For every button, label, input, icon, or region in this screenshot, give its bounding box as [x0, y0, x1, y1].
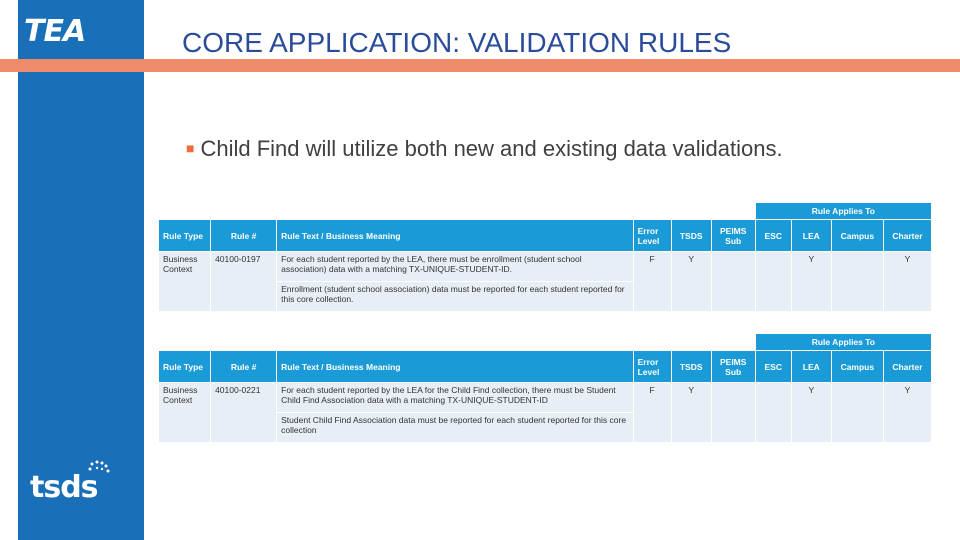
col-rule-number: Rule #	[211, 220, 277, 252]
col-campus: Campus	[831, 220, 883, 252]
cell-peims-sub	[711, 383, 755, 443]
validation-rule-table-2	[158, 333, 932, 443]
cell-error-level: F	[633, 383, 671, 443]
cell-charter: Y	[883, 252, 931, 312]
col-charter: Charter	[883, 220, 931, 252]
col-peims-sub: PEIMS Sub	[711, 351, 755, 383]
page-title: CORE APPLICATION: VALIDATION RULES	[182, 27, 732, 58]
col-error-level: Error Level	[633, 351, 671, 383]
bullet-item	[186, 136, 783, 162]
col-esc: ESC	[755, 220, 791, 252]
bullet-text: Child Find will utilize both new and existing data validations.	[200, 136, 783, 161]
col-lea: LEA	[791, 351, 831, 383]
rule-applies-to-header: Rule Applies To	[755, 203, 931, 220]
bullet-square-icon: ■	[186, 140, 195, 156]
col-rule-number: Rule #	[211, 351, 277, 383]
cell-campus	[831, 252, 883, 312]
col-esc: ESC	[755, 351, 791, 383]
cell-lea: Y	[791, 383, 831, 443]
col-tsds: TSDS	[671, 220, 711, 252]
col-rule-type: Rule Type	[159, 220, 211, 252]
cell-rule-type: Business Context	[159, 383, 211, 443]
cell-rule-number: 40100-0221	[211, 383, 277, 443]
col-rule-text: Rule Text / Business Meaning	[277, 351, 633, 383]
cell-rule-text-1: For each student reported by the LEA, there must be enrollment (student school association) data with a matching TX-UNIQUE-STUDENT-ID.	[277, 252, 633, 282]
cell-lea: Y	[791, 252, 831, 312]
col-tsds: TSDS	[671, 351, 711, 383]
col-campus: Campus	[831, 351, 883, 383]
col-lea: LEA	[791, 220, 831, 252]
cell-charter: Y	[883, 383, 931, 443]
tea-logo: TEA	[24, 14, 86, 49]
cell-rule-text-2: Enrollment (student school association) data must be reported for each student reported for this core collection.	[277, 282, 633, 312]
cell-campus	[831, 383, 883, 443]
col-rule-type: Rule Type	[159, 351, 211, 383]
cell-peims-sub	[711, 252, 755, 312]
cell-tsds: Y	[671, 383, 711, 443]
col-charter: Charter	[883, 351, 931, 383]
cell-esc	[755, 252, 791, 312]
rule-applies-to-header: Rule Applies To	[755, 334, 931, 351]
col-rule-text: Rule Text / Business Meaning	[277, 220, 633, 252]
cell-rule-type: Business Context	[159, 252, 211, 312]
cell-esc	[755, 383, 791, 443]
accent-stripe-left	[0, 59, 18, 72]
cell-rule-text-1: For each student reported by the LEA for the Child Find collection, there must be Student Child Find Association data with a matching TX-UNIQUE-STUDENT-ID	[277, 383, 633, 413]
cell-rule-text-2: Student Child Find Association data must be reported for each student reported for this core collection	[277, 413, 633, 443]
tsds-wordmark: tsds	[30, 470, 98, 505]
col-error-level: Error Level	[633, 220, 671, 252]
cell-rule-number: 40100-0197	[211, 252, 277, 312]
tsds-logo	[30, 462, 120, 512]
cell-error-level: F	[633, 252, 671, 312]
validation-rule-table-1	[158, 202, 932, 312]
cell-tsds: Y	[671, 252, 711, 312]
col-peims-sub: PEIMS Sub	[711, 220, 755, 252]
